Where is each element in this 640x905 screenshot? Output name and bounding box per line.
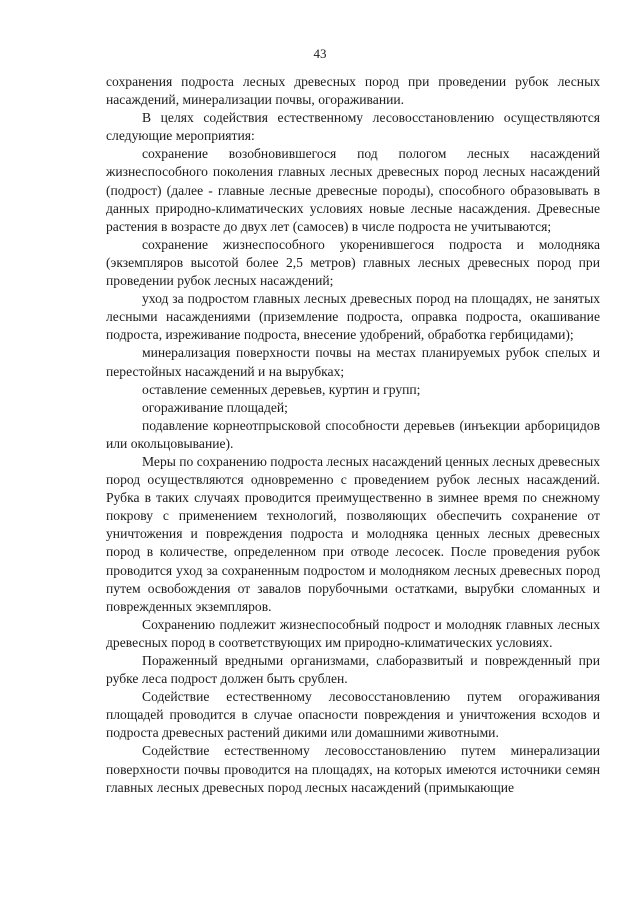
paragraph: В целях содействия естественному лесовосстановлению осуществляются следующие мероприятия:: [106, 110, 600, 144]
paragraph: оставление семенных деревьев, куртин и групп;: [142, 381, 421, 397]
paragraph: Меры по сохранению подроста лесных насаждений ценных лесных древесных пород осуществляются одновременно с проведением рубок лесных насаждений. Рубка в таких случаях проводится преимущественно в зимнее время по снежному покрову с применением технологий, позволяющих обеспечить сохранение от уничтожения и повреждения подроста и молодняка ценных лесных древесных пород в количестве, определенном при отводе лесосек. После проведения рубок проводится уход за сохраненным подростом и молодняком лесных древесных пород путем освобождения от завалов порубочными остатками, вырубки сломанных и поврежденных экземпляров.: [106, 453, 600, 614]
paragraph: сохранение жизнеспособного укоренившегося подроста и молодняка (экземпляров высотой более 2,5 метров) главных лесных древесных пород при проведении рубок лесных насаждений;: [106, 236, 600, 289]
paragraph: подавление корнеотпрысковой способности деревьев (инъекции арборицидов или окольцовывание).: [106, 417, 600, 451]
paragraph: минерализация поверхности почвы на местах планируемых рубок спелых и перестойных насаждений и на вырубках;: [106, 345, 600, 379]
paragraph: сохранения подроста лесных древесных пород при проведении рубок лесных насаждений, минерализации почвы, огораживании.: [106, 74, 600, 108]
paragraph: уход за подростом главных лесных древесных пород на площадях, не занятых лесными насаждениями (приземление подроста, оправка подроста, окашивание подроста, изреживание подроста, внесение удобрений, обработка гербицидами);: [106, 291, 600, 343]
page-number: 43: [313, 46, 327, 61]
paragraph: Содействие естественному лесовосстановлению путем минерализации поверхности почвы проводится на площадях, на которых имеются источники семян главных лесных древесных пород лесных насаждений (примыкающие: [106, 743, 600, 795]
paragraph: Содействие естественному лесовосстановлению путем огораживания площадей проводится в случае опасности повреждения и уничтожения всходов и подроста древесных растений дикими или домашними животными.: [106, 689, 600, 741]
paragraph: Сохранению подлежит жизнеспособный подрост и молодняк главных лесных древесных пород в соответствующих им природно-климатических условиях.: [106, 616, 600, 650]
document-body: [106, 73, 600, 797]
paragraph: Пораженный вредными организмами, слаборазвитый и поврежденный при рубке леса подрост должен быть срублен.: [106, 653, 600, 687]
paragraph: сохранение возобновившегося под пологом лесных насаждений жизнеспособного поколения главных лесных древесных пород лесных насаждений (подрост) (далее - главные лесные древесные породы), способного образовывать в данных природно-климатических условиях новые лесные насаждения. Древесные растения в возрасте до двух лет (самосев) в числе подроста не учитываются;: [106, 146, 600, 234]
paragraph: огораживание площадей;: [142, 399, 288, 415]
